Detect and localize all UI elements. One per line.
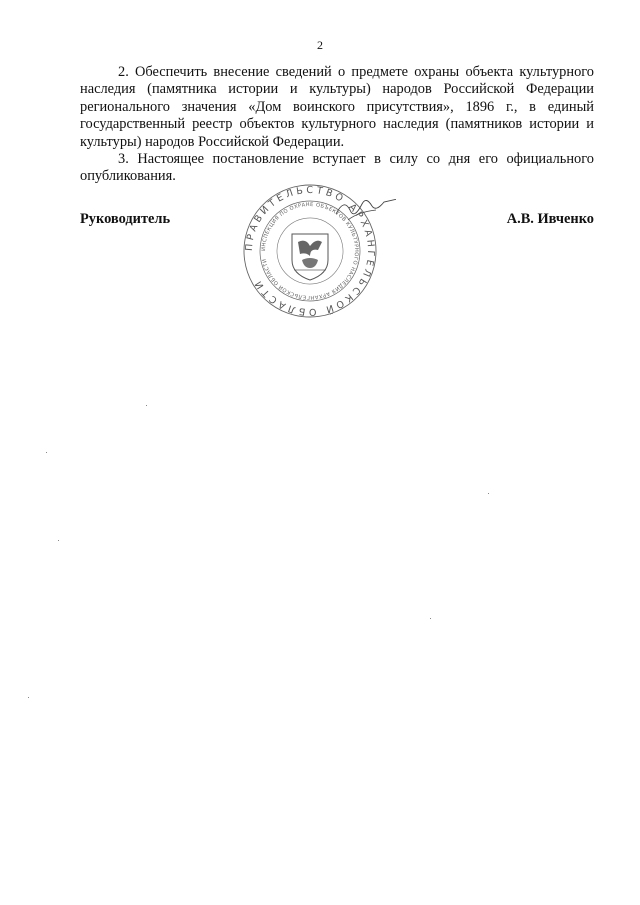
scan-speck bbox=[146, 405, 147, 406]
scan-speck bbox=[430, 618, 431, 619]
seal-outer-text: ПРАВИТЕЛЬСТВО АРХАНГЕЛЬСКОЙ ОБЛАСТИ bbox=[243, 184, 377, 318]
official-seal-stamp bbox=[226, 176, 396, 328]
scan-speck bbox=[46, 452, 47, 453]
scan-speck bbox=[58, 540, 59, 541]
paragraph-2: 2. Обеспечить внесение сведений о предмете охраны объекта культурного наследия (памятника истории и культуры) народов Российской Федерации регионального значения «Дом воинского присутствия», 1896 г., в единый государственный реестр объектов культурного наследия (памятников истории и культуры) народов Российской Федерации. bbox=[80, 64, 594, 150]
coat-of-arms-icon bbox=[292, 234, 328, 280]
paragraph-3: 3. Настоящее постановление вступает в силу со дня его официального опубликования. bbox=[80, 151, 594, 185]
document-body bbox=[80, 64, 594, 186]
signatory-name: А.В. Ивченко bbox=[506, 211, 594, 227]
scan-speck bbox=[488, 493, 489, 494]
scan-speck bbox=[28, 697, 29, 698]
seal-inner-text: ИНСПЕКЦИЯ ПО ОХРАНЕ ОБЪЕКТОВ КУЛЬТУРНОГО НАСЛЕДИЯ АРХАНГЕЛЬСКОЙ ОБЛАСТИ bbox=[260, 201, 360, 301]
page-number: 2 bbox=[317, 38, 323, 52]
signature-role: Руководитель bbox=[80, 211, 171, 227]
